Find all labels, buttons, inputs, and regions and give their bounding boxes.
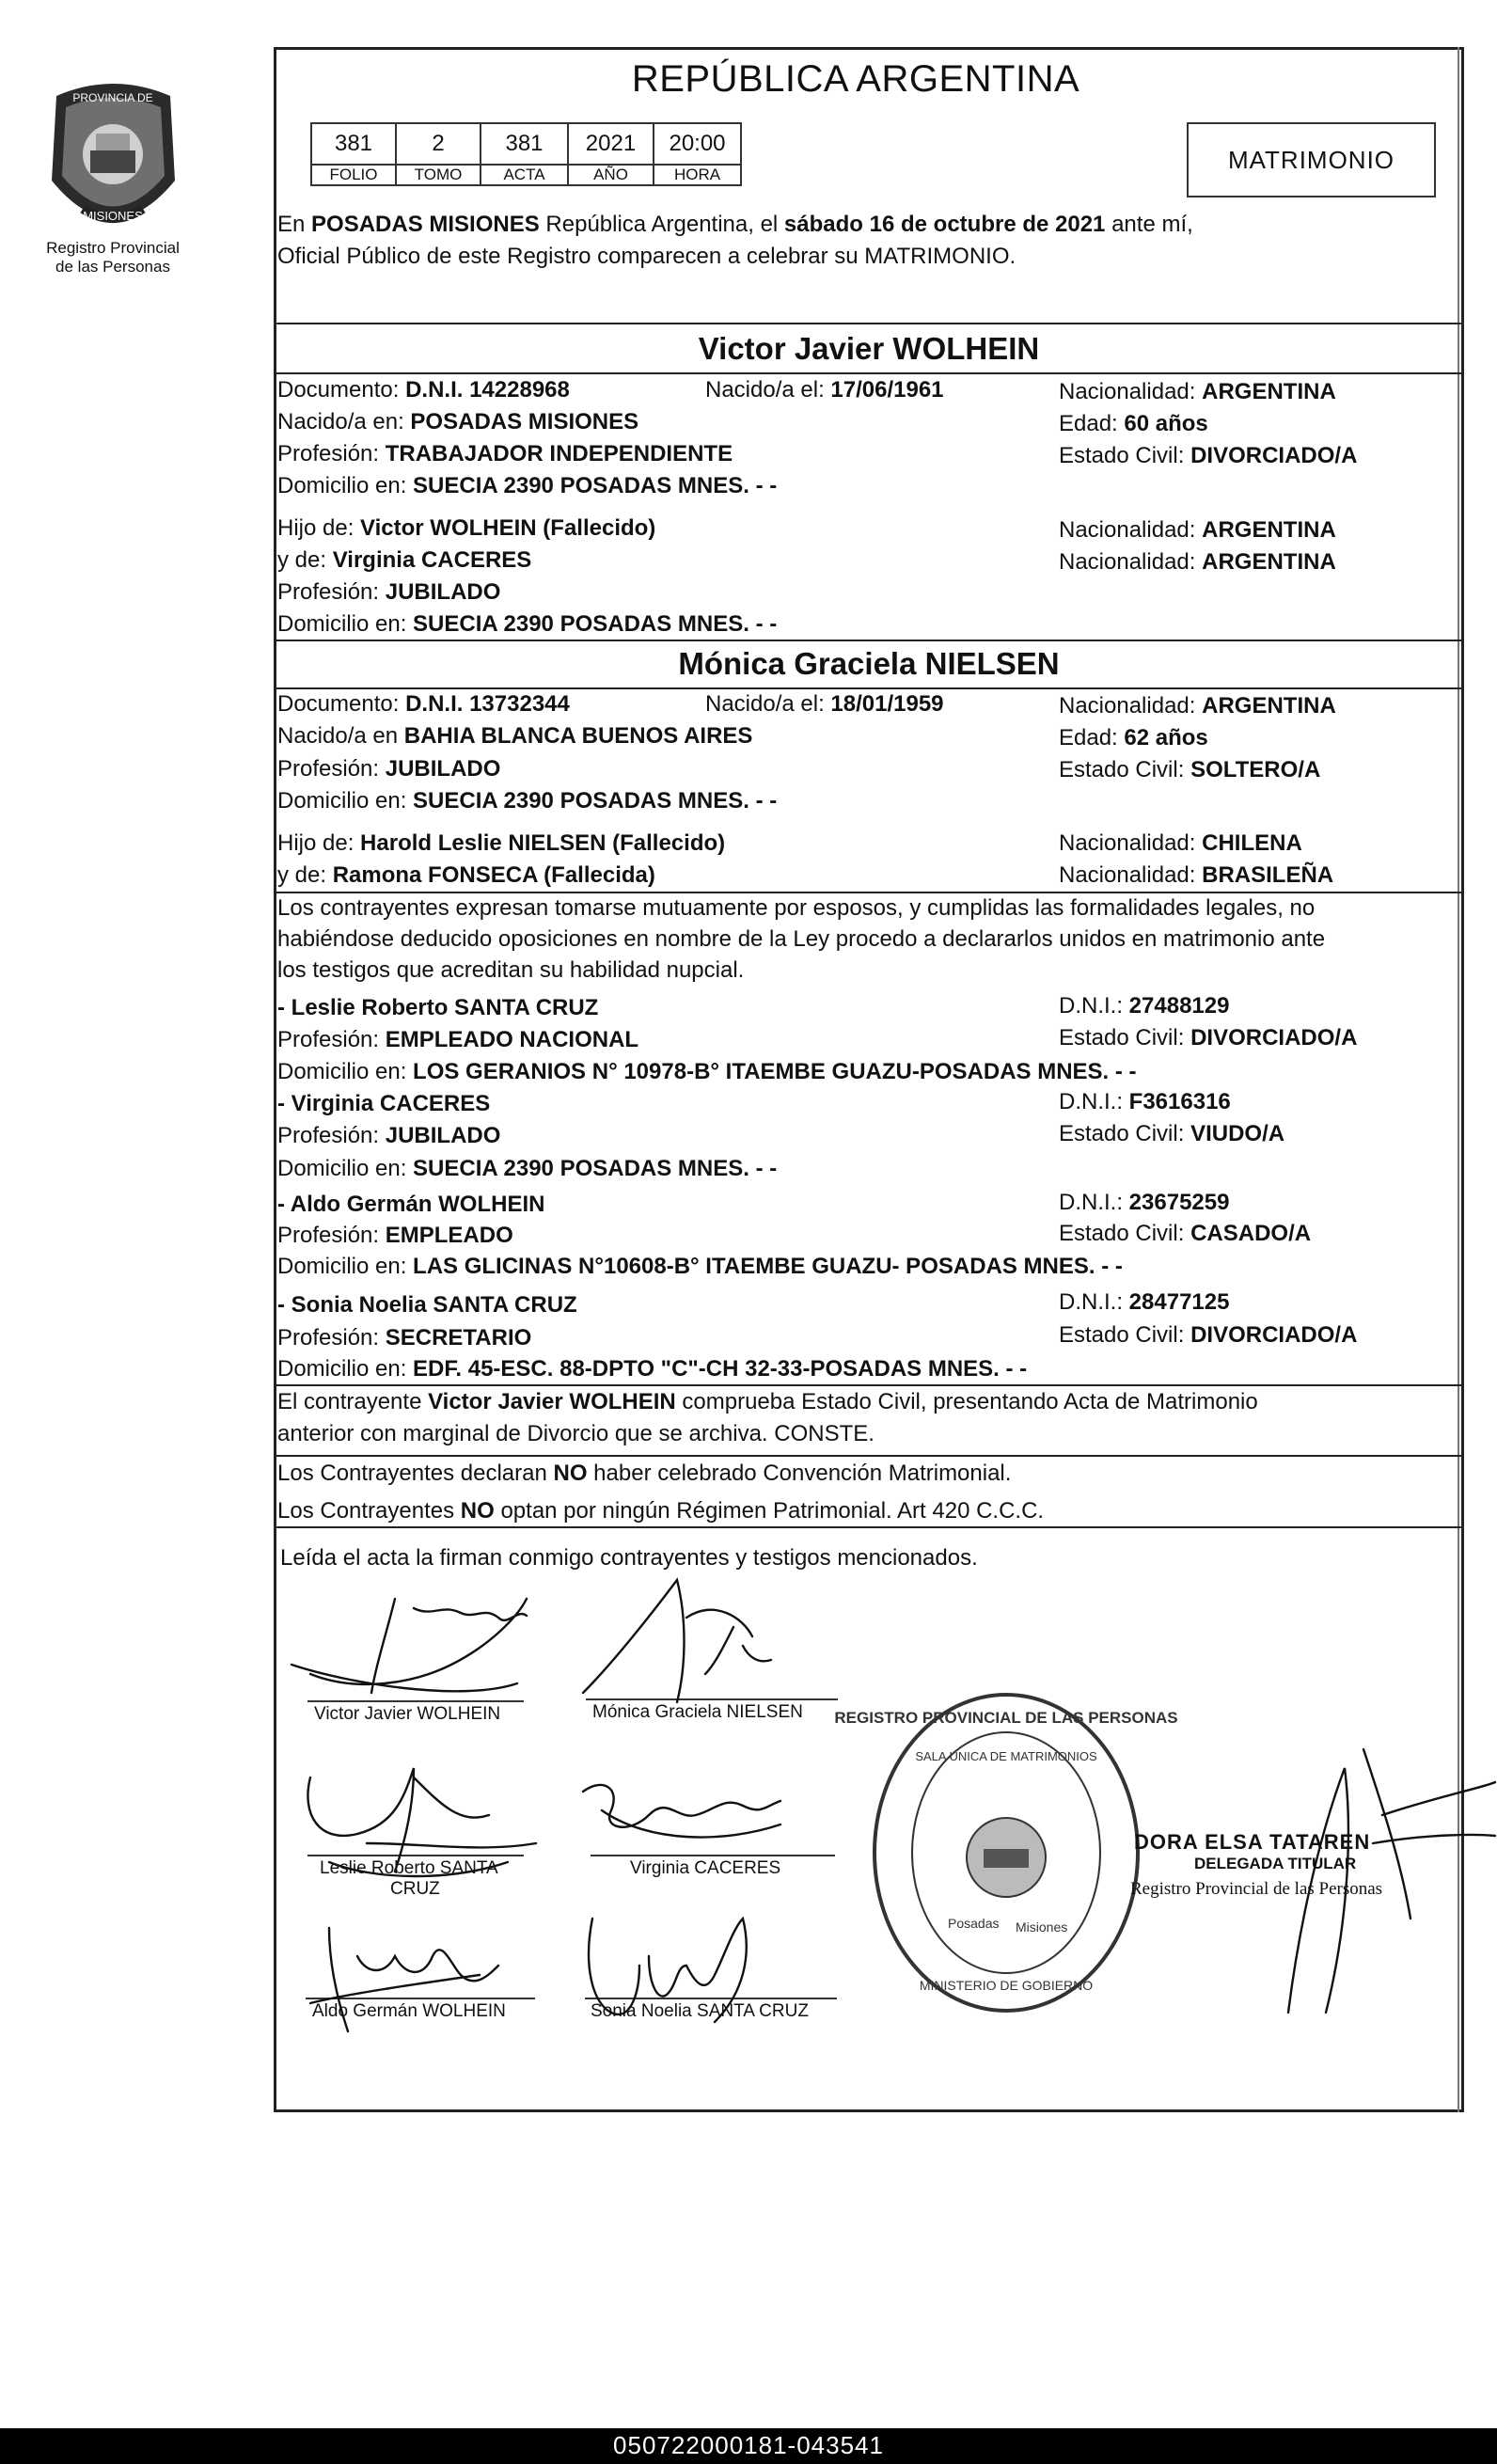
bride-address: Domicilio en: SUECIA 2390 POSADAS MNES. - - <box>277 788 778 813</box>
witness-4-signature-label: Sonia Noelia SANTA CRUZ <box>591 2001 809 2021</box>
convention-line: Los Contrayentes declaran NO haber celebrado Convención Matrimonial. <box>277 1461 1012 1486</box>
record-table <box>310 122 742 186</box>
groom-father-nationality: Nacionalidad: ARGENTINA <box>1059 517 1336 543</box>
witness-2-dni: D.N.I.: F3616316 <box>1059 1089 1231 1114</box>
groom-name: Victor Javier WOLHEIN <box>698 331 1040 366</box>
bride-father: Hijo de: Harold Leslie NIELSEN (Fallecido) <box>277 830 726 856</box>
divider <box>276 892 1462 893</box>
witness-1-signature-label-cont: CRUZ <box>390 1879 440 1899</box>
groom-profession: Profesión: TRABAJADOR INDEPENDIENTE <box>277 441 733 466</box>
divider <box>276 372 1462 374</box>
hora-value: 20:00 <box>654 123 741 165</box>
witness-4-address: Domicilio en: EDF. 45-ESC. 88-DPTO "C"-CH 32-33-POSADAS MNES. - - <box>277 1356 1028 1382</box>
witness-2-name: - Virginia CACERES <box>277 1091 491 1116</box>
svg-text:MINISTERIO DE GOBIERNO: MINISTERIO DE GOBIERNO <box>919 1978 1094 1993</box>
groom-document: Documento: D.N.I. 14228968 <box>277 377 570 403</box>
witness-1-signature-label: Leslie Roberto SANTA <box>320 1858 498 1878</box>
acta-value: 381 <box>481 123 568 165</box>
divider <box>276 1526 1462 1528</box>
witness-1-address: Domicilio en: LOS GERANIOS N° 10978-B° ITAEMBE GUAZU-POSADAS MNES. - - <box>277 1059 1137 1084</box>
document-barcode-number: 050722000181-043541 <box>613 2431 884 2459</box>
bride-father-nationality: Nacionalidad: CHILENA <box>1059 830 1302 856</box>
witness-1-profession: Profesión: EMPLEADO NACIONAL <box>277 1027 639 1052</box>
witness-4-dni: D.N.I.: 28477125 <box>1059 1289 1230 1315</box>
svg-text:MISIONES: MISIONES <box>83 209 143 223</box>
bride-birthdate: Nacido/a el: 18/01/1959 <box>705 691 944 717</box>
groom-signature-label: Victor Javier WOLHEIN <box>314 1704 501 1724</box>
declaration-line-1: Los contrayentes expresan tomarse mutuamente por esposos, y cumplidas las formalidades legales, no <box>277 895 1316 921</box>
declaration-line-3: los testigos que acreditan su habilidad nupcial. <box>277 957 745 983</box>
witness-3-civil-status: Estado Civil: CASADO/A <box>1059 1221 1312 1246</box>
witness-1-name: - Leslie Roberto SANTA CRUZ <box>277 995 599 1020</box>
groom-civil-status: Estado Civil: DIVORCIADO/A <box>1059 443 1358 468</box>
civil-status-note-2: anterior con marginal de Divorcio que se archiva. CONSTE. <box>277 1421 875 1446</box>
declaration-line-2: habiéndose deducido oposiciones en nombre de la Ley procedo a declararlos unidos en matrimonio ante <box>277 926 1326 952</box>
groom-father: Hijo de: Victor WOLHEIN (Fallecido) <box>277 515 656 541</box>
divider <box>276 1384 1462 1386</box>
svg-text:REGISTRO PROVINCIAL DE LAS PER: REGISTRO PROVINCIAL DE LAS PERSONAS <box>834 1709 1178 1727</box>
groom-parents-address: Domicilio en: SUECIA 2390 POSADAS MNES. - - <box>277 611 778 637</box>
svg-text:PROVINCIA DE: PROVINCIA DE <box>72 91 153 104</box>
province-seal-logo <box>45 77 181 237</box>
svg-text:SALA UNICA DE MATRIMONIOS: SALA UNICA DE MATRIMONIOS <box>915 1749 1097 1763</box>
intro-line-2: Oficial Público de este Registro comparecen a celebrar su MATRIMONIO. <box>277 244 1016 269</box>
witness-3-name: - Aldo Germán WOLHEIN <box>277 1192 545 1217</box>
svg-text:Posadas: Posadas <box>948 1916 1000 1931</box>
bride-document: Documento: D.N.I. 13732344 <box>277 691 570 717</box>
groom-parents-profession: Profesión: JUBILADO <box>277 579 501 605</box>
registry-caption: Registro Provincial de las Personas <box>46 239 180 276</box>
act-type-box: MATRIMONIO <box>1187 122 1436 197</box>
groom-birthdate: Nacido/a el: 17/06/1961 <box>705 377 944 403</box>
acta-label: ACTA <box>481 165 568 185</box>
witness-2-civil-status: Estado Civil: VIUDO/A <box>1059 1121 1285 1146</box>
groom-mother-nationality: Nacionalidad: ARGENTINA <box>1059 549 1336 575</box>
witness-3-dni: D.N.I.: 23675259 <box>1059 1190 1230 1215</box>
officer-name: DORA ELSA TATAREN <box>1134 1830 1371 1854</box>
official-stamp <box>834 1683 1178 2022</box>
bride-age: Edad: 62 años <box>1059 725 1208 750</box>
witness-4-name: - Sonia Noelia SANTA CRUZ <box>277 1292 577 1318</box>
folio-label: FOLIO <box>311 165 396 185</box>
groom-age: Edad: 60 años <box>1059 411 1208 436</box>
tomo-value: 2 <box>396 123 481 165</box>
witness-3-profession: Profesión: EMPLEADO <box>277 1223 513 1248</box>
bride-nationality: Nacionalidad: ARGENTINA <box>1059 693 1336 719</box>
folio-value: 381 <box>311 123 396 165</box>
intro-line-1: En POSADAS MISIONES República Argentina, el sábado 16 de octubre de 2021 ante mí, <box>277 212 1193 237</box>
tomo-label: TOMO <box>396 165 481 185</box>
groom-address: Domicilio en: SUECIA 2390 POSADAS MNES. - - <box>277 473 778 498</box>
witness-4-profession: Profesión: SECRETARIO <box>277 1325 532 1350</box>
divider <box>276 640 1462 641</box>
anio-label: AÑO <box>568 165 654 185</box>
document-title: REPÚBLICA ARGENTINA <box>631 58 1080 100</box>
witness-2-signature-label: Virginia CACERES <box>630 1858 781 1878</box>
witness-4-civil-status: Estado Civil: DIVORCIADO/A <box>1059 1322 1358 1348</box>
bride-mother: y de: Ramona FONSECA (Fallecida) <box>277 862 655 888</box>
bride-name: Mónica Graciela NIELSEN <box>678 646 1060 681</box>
signatures-intro: Leída el acta la firman conmigo contrayentes y testigos mencionados. <box>280 1545 978 1571</box>
witness-2-address: Domicilio en: SUECIA 2390 POSADAS MNES. - - <box>277 1156 778 1181</box>
hora-label: HORA <box>654 165 741 185</box>
officer-role: DELEGADA TITULAR <box>1194 1855 1357 1872</box>
witness-2-profession: Profesión: JUBILADO <box>277 1123 501 1148</box>
groom-nationality: Nacionalidad: ARGENTINA <box>1059 379 1336 404</box>
divider <box>276 323 1462 324</box>
civil-status-note-1: El contrayente Victor Javier WOLHEIN comprueba Estado Civil, presentando Acta de Matrimonio <box>277 1389 1258 1414</box>
groom-birthplace: Nacido/a en: POSADAS MISIONES <box>277 409 639 434</box>
witness-1-civil-status: Estado Civil: DIVORCIADO/A <box>1059 1025 1358 1050</box>
witness-1-dni: D.N.I.: 27488129 <box>1059 993 1230 1019</box>
groom-mother: y de: Virginia CACERES <box>277 547 532 573</box>
bride-birthplace: Nacido/a en BAHIA BLANCA BUENOS AIRES <box>277 723 753 749</box>
divider <box>276 1455 1462 1457</box>
bride-mother-nationality: Nacionalidad: BRASILEÑA <box>1059 862 1334 888</box>
officer-office: Registro Provincial de las Personas <box>1130 1879 1383 1899</box>
bride-civil-status: Estado Civil: SOLTERO/A <box>1059 757 1321 782</box>
witness-3-address: Domicilio en: LAS GLICINAS N°10608-B° ITAEMBE GUAZU- POSADAS MNES. - - <box>277 1254 1123 1279</box>
bride-profession: Profesión: JUBILADO <box>277 756 501 782</box>
svg-text:Misiones: Misiones <box>1016 1919 1068 1935</box>
bride-signature-label: Mónica Graciela NIELSEN <box>592 1702 803 1722</box>
witness-3-signature-label: Aldo Germán WOLHEIN <box>312 2001 506 2021</box>
anio-value: 2021 <box>568 123 654 165</box>
divider <box>276 687 1462 689</box>
regime-line: Los Contrayentes NO optan por ningún Régimen Patrimonial. Art 420 C.C.C. <box>277 1498 1045 1524</box>
